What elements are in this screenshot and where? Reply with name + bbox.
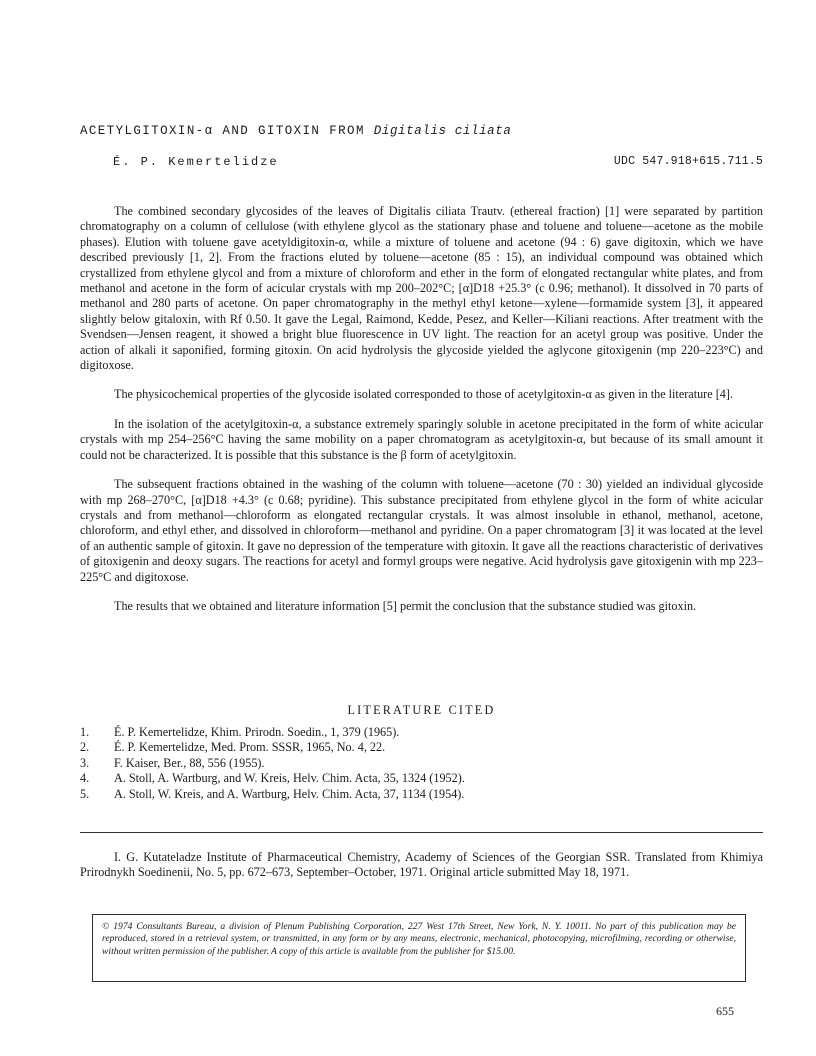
paragraph-2: The physicochemical properties of the glycoside isolated corresponded to those of acetylgitoxin-α as given in the literature [4]. — [114, 387, 733, 402]
page-number: 655 — [716, 1004, 734, 1018]
paragraph-5: The results that we obtained and literature information [5] permit the conclusion that the substance studied was gitoxin. — [114, 598, 697, 613]
reference-item — [80, 725, 763, 740]
author-line — [113, 155, 763, 171]
reference-number: 4. — [80, 771, 90, 786]
article-title — [80, 124, 760, 138]
title-main: ACETYLGITOXIN-α AND GITOXIN FROM — [80, 124, 374, 138]
reference-list — [80, 725, 763, 802]
paragraph-3: In the isolation of the acetylgitoxin-α, a substance extremely sparingly soluble in acetone precipitated in the form of white acicular crystals with mp 254–256°C having the same mobility on a paper chromatogram as acetylgitoxin-α, but because of its small amount it could not be characterized. It is possible that this substance is the β form of acetylgitoxin. — [80, 416, 763, 462]
reference-text: F. Kaiser, Ber., 88, 556 (1955). — [114, 755, 265, 770]
reference-text: É. P. Kemertelidze, Khim. Prirodn. Soedin., 1, 379 (1965). — [114, 725, 400, 739]
author-name: É. P. Kemertelidze — [113, 155, 279, 169]
reference-text: A. Stoll, A. Wartburg, and W. Kreis, Helv. Chim. Acta, 35, 1324 (1952). — [114, 771, 465, 786]
reference-number: 2. — [80, 740, 90, 755]
title-species: Digitalis ciliata — [373, 124, 512, 138]
copyright-text: © 1974 Consultants Bureau, a division of Plenum Publishing Corporation, 227 West 17th Street, New York, N. Y. 10011. No part of this publication may be reproduced, stored in a retrieval system, or transmitted, in any form or by any means, electronic, mechanical, photocopying, microfilming, recording or otherwise, without written permission of the publisher. A copy of this article is available from the publisher for $15.00. — [102, 921, 736, 957]
reference-text: É. P. Kemertelidze, Med. Prom. SSSR, 1965, No. 4, 22. — [114, 740, 386, 755]
udc-code: UDC 547.918+615.711.5 — [613, 155, 763, 168]
reference-number: 3. — [80, 755, 90, 770]
reference-text: A. Stoll, W. Kreis, and A. Wartburg, Helv. Chim. Acta, 37, 1134 (1954). — [114, 786, 465, 801]
reference-item — [80, 771, 763, 786]
copyright-box — [92, 914, 746, 982]
affiliation-note: I. G. Kutateladze Institute of Pharmaceutical Chemistry, Academy of Sciences of the Georgian SSR. Translated from Khimiya Prirodnykh Soedinenii, No. 5, pp. 672–673, September–October, 1971. Original article submitted May 18, 1971. — [80, 850, 763, 880]
reference-item — [80, 787, 763, 802]
paragraph-4: The subsequent fractions obtained in the washing of the column with toluene—acetone (70 : 30) yielded an individual glycoside with mp 268–270°C, [α]D18 +4.3° (c 0.68; pyridine). This substance precipitated from ethylene glycol in the form of white acicular crystals and from methanol—chloroform as elongated rectangular crystals. It was almost insoluble in ethanol, methanol, acetone, chloroform, and ethyl ether, and dissolved in chloroform—methanol and pyridine. On a paper chromatogram [3] it was located at the level of an authentic sample of gitoxin. It gave no depression of the temperature with gitoxin. It gave all the reactions characteristic of derivatives of gitoxigenin and deoxy sugars. The reactions for acetyl and formyl groups were negative. Acid hydrolysis gave gitoxigenin with mp 223–225°C and digitoxose. — [80, 477, 763, 584]
reference-item — [80, 756, 763, 771]
reference-item — [80, 740, 763, 755]
article-body — [80, 204, 763, 628]
reference-number: 5. — [80, 786, 90, 801]
literature-heading: LITERATURE CITED — [347, 703, 496, 717]
paragraph-1: The combined secondary glycosides of the leaves of Digitalis ciliata Trautv. (ethereal fraction) [1] were separated by partition chromatography on a column of cellulose (with ethylene glycol as the stationary phase and toluene and toluene—acetone as the mobile phases). Elution with toluene gave acetyldigitoxin-α, while a mixture of toluene and acetone (94 : 6) gave digitoxin, which we have described previously [1, 2]. From the fractions eluted by toluene—acetone (85 : 15), an individual compound was obtained which crystallized from ethylene glycol and from a mixture of chloroform and ether in the form of elongated rectangular white plates, and from methanol and acetone in the form of acicular crystals with mp 200–202°C; [α]D18 +25.3° (c 0.96; methanol). It dissolved in 70 parts of methanol and 280 parts of acetone. On paper chromatography in the methyl ethyl ketone—xylene—formamide system [3], it appeared slightly below gitaloxin, with Rf 0.50. It gave the Legal, Raimond, Kedde, Pesez, and Keller—Kiliani reactions. After treatment with the Svendsen—Jensen reagent, it showed a bright blue fluorescence in UV light. The reaction for an acetyl group was positive. Under the action of alkali it saponified, forming gitoxin. On acid hydrolysis the glycoside yielded the aglycone gitoxigenin (mp 220–223°C) and digitoxose. — [80, 204, 763, 373]
footer-divider — [80, 832, 763, 833]
reference-number: 1. — [80, 725, 90, 739]
